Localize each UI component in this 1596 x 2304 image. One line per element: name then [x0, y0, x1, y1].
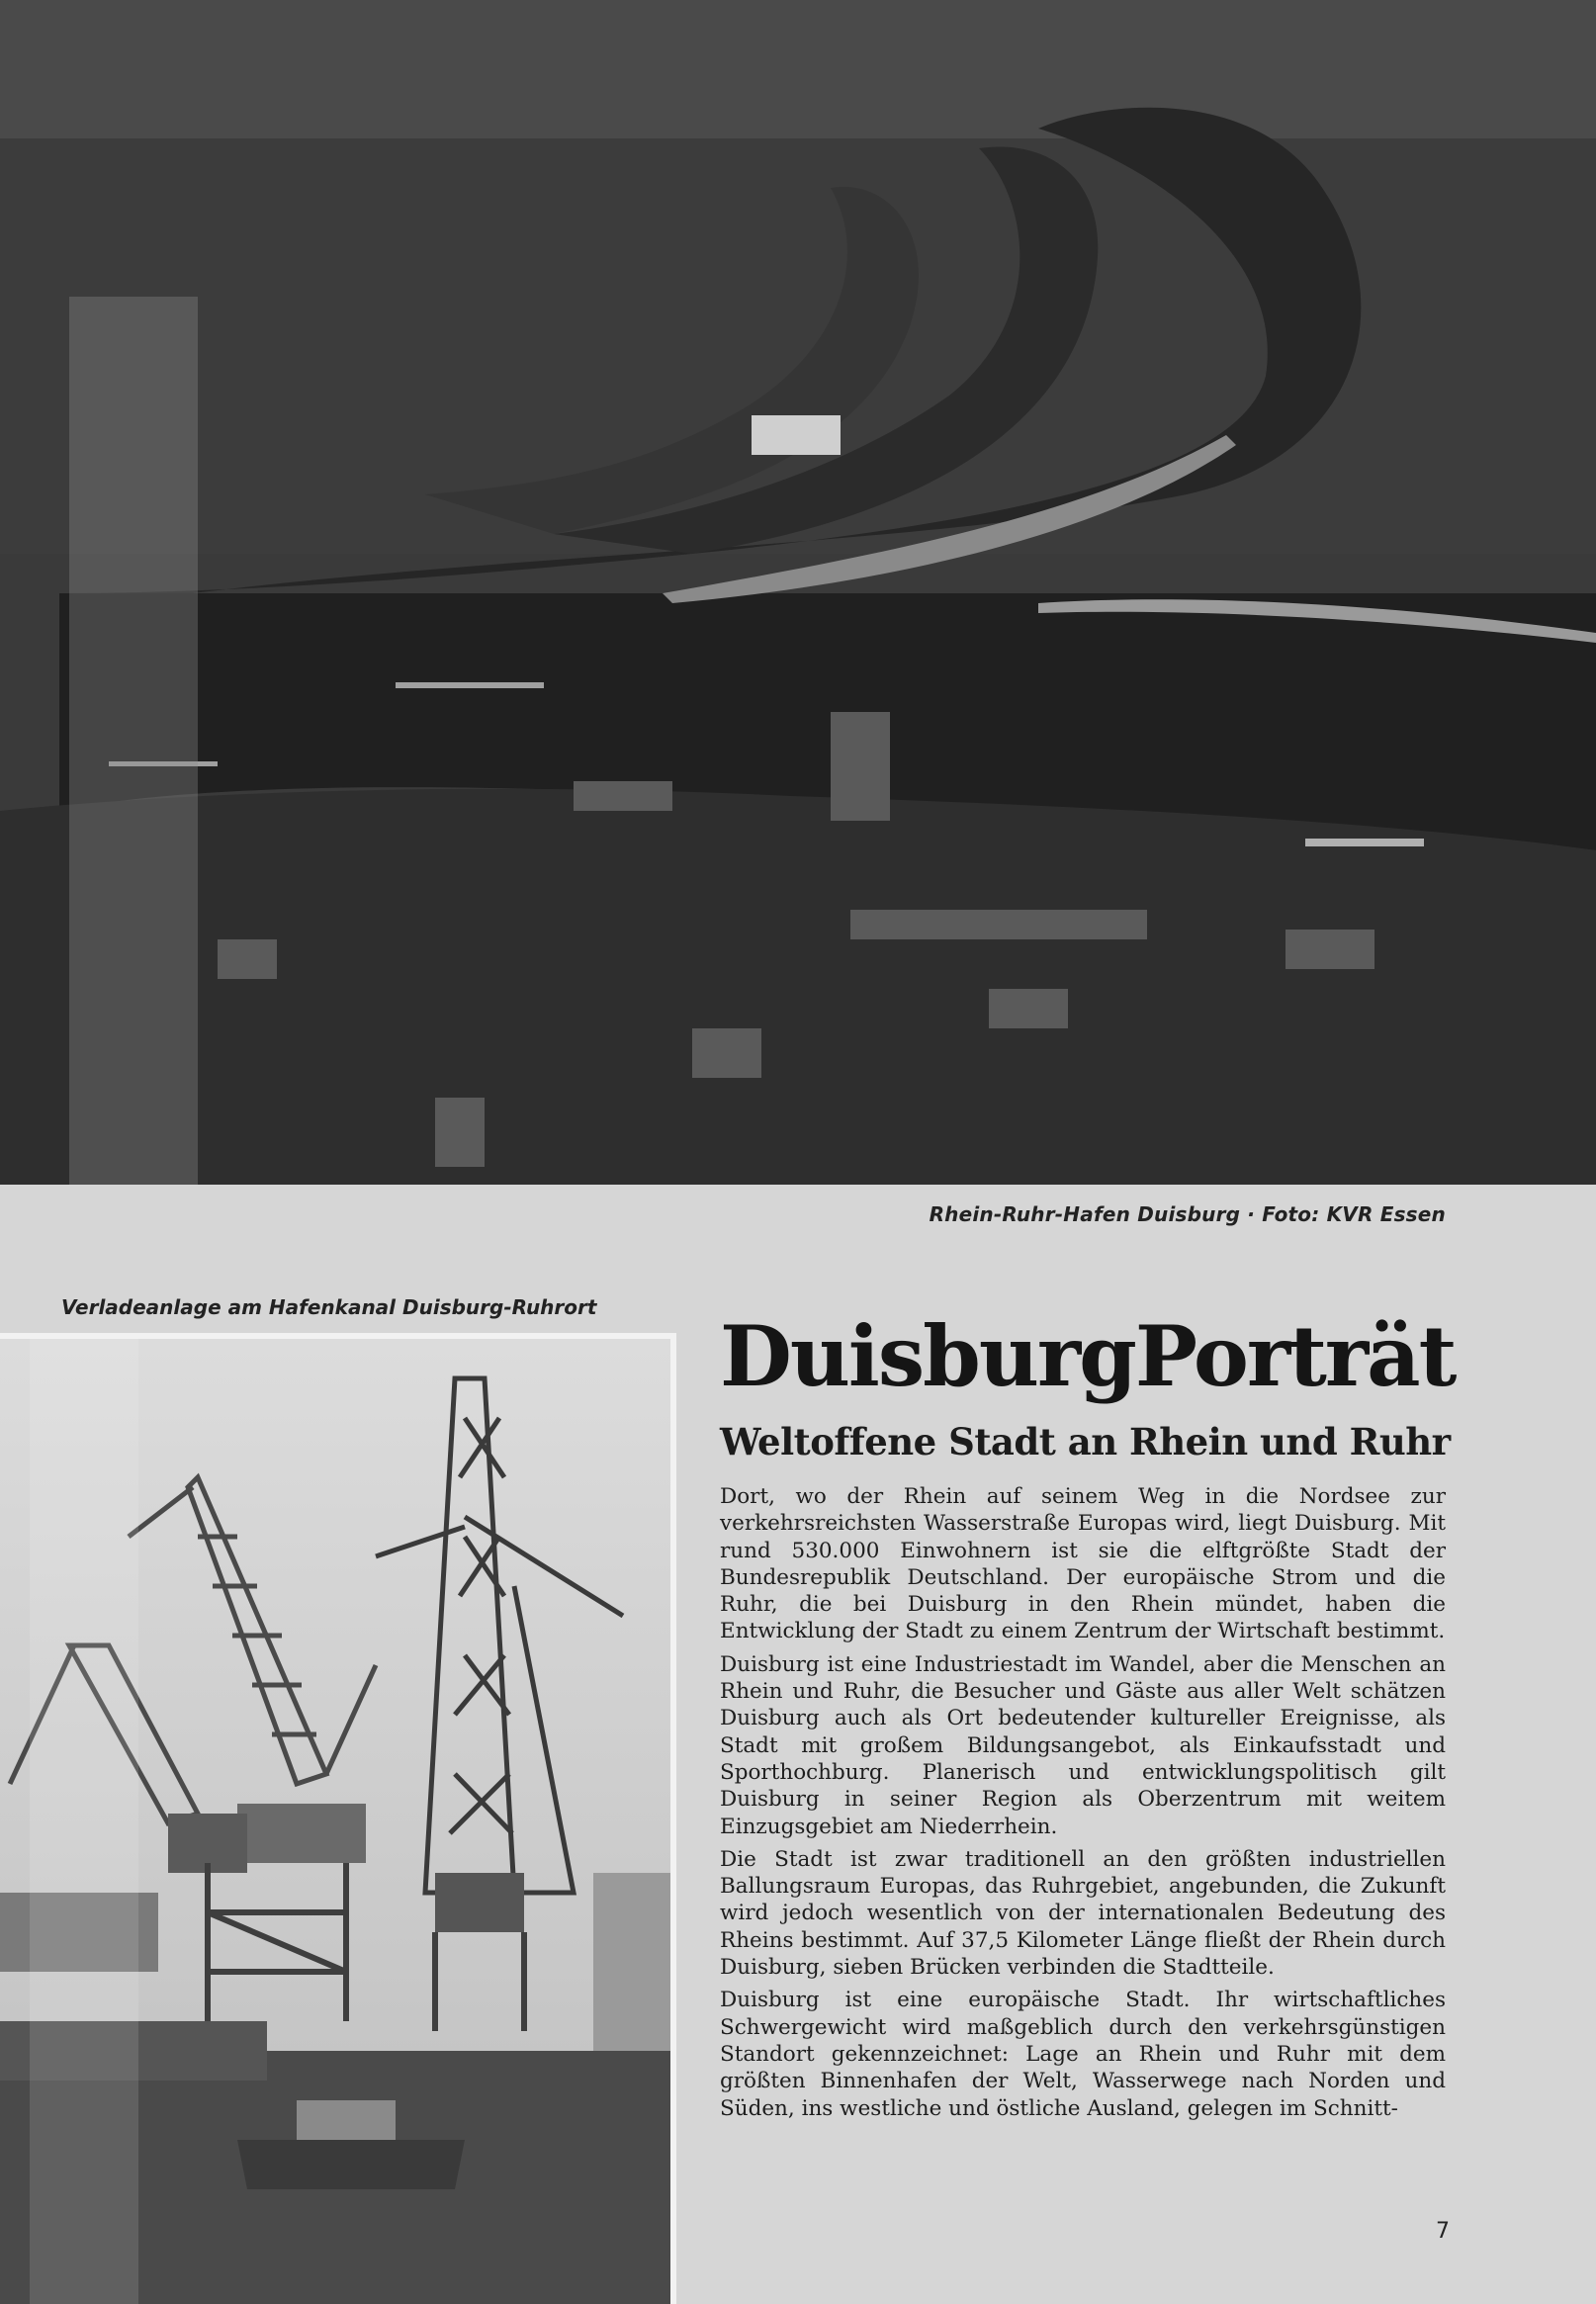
article-paragraph: Duisburg ist eine europäische Stadt. Ihr wirtschaftliches Schwergewicht wird maßgeblich durch den verkehrsgünstigen Standort gekennzeichnet: Lage an Rhein und Ruhr mit dem größten Binnenhafen der Welt, Wasserwege nach Norden und Süden, ins westliche und östliche Ausland, gelegen im Schnitt-	[720, 1988, 1446, 2121]
page-number: 7	[1436, 2219, 1450, 2244]
aerial-photo-caption: Rhein-Ruhr-Hafen Duisburg · Foto: KVR Essen	[929, 1202, 1446, 1226]
crane-harbour-photo	[0, 1333, 676, 2304]
article-subtitle: Weltoffene Stadt an Rhein und Ruhr	[720, 1420, 1451, 1463]
article-paragraph: Die Stadt ist zwar traditionell an den größten industriellen Ballungsraum Europas, das Ruhrgebiet, angebunden, die Zukunft wird jedoch wesentlich von der internationalen Bedeutung des Rheins bestimmt. Auf 37,5 Kilometer Länge fließt der Rhein durch Duisburg, sieben Brücken verbinden die Stadtteile.	[720, 1846, 1446, 1981]
article-paragraph: Dort, wo der Rhein auf seinem Weg in die Nordsee zur verkehrsreichsten Wasserstraße Europas wird, liegt Duisburg. Mit rund 530.000 Einwohnern ist sie die elftgrößte Stadt der Bundesrepublik Deutschland. Der europäische Strom und die Ruhr, die bei Duisburg in den Rhein mündet, haben die Entwicklung der Stadt zu einem Zentrum der Wirtschaft bestimmt.	[720, 1484, 1446, 1644]
article-body	[720, 1483, 1446, 2128]
crane-photo-caption: Verladeanlage am Hafenkanal Duisburg-Ruhrort	[61, 1295, 597, 1319]
article-title: DuisburgPorträt	[720, 1307, 1456, 1405]
article-paragraph: Duisburg ist eine Industriestadt im Wandel, aber die Menschen an Rhein und Ruhr, die Besucher und Gäste aus aller Welt schätzen Duisburg auch als Ort bedeutender kultureller Ereignisse, als Stadt mit großem Bildungsangebot, als Einkaufsstadt und Sporthochburg. Planerisch und entwicklungspolitisch gilt Duisburg in seiner Region als Oberzentrum mit weitem Einzugsgebiet am Niederrhein.	[720, 1651, 1446, 1839]
